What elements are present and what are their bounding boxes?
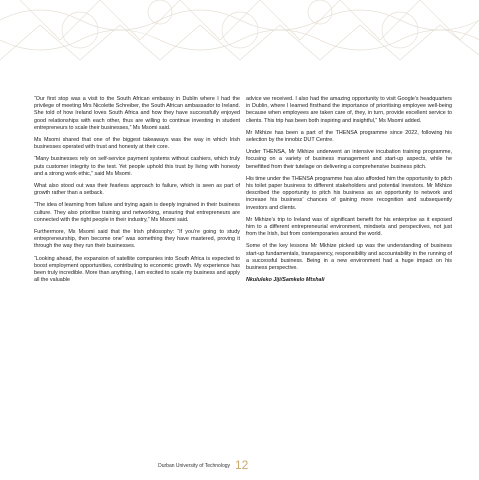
paragraph: Mr Mkhize has been a part of the THENSA programme since 2022, following his selection by the innobiz DUT Centre. — [246, 129, 452, 144]
paragraph: “Our first stop was a visit to the South African embassy in Dublin where I had the privilege of meeting Mrs Nicolette Schreiber, the South African ambassador to Ireland. She told of how Ireland loves South Africa and how they have successfully enjoyed good relationships with each other, thus are willing to continue investing in student entrepreneurs to scale their businesses,” Ms Msomi said. — [34, 96, 240, 131]
paragraph: Some of the key lessons Mr Mkhize picked up was the understanding of business start-up fundamentals, transparency, responsibility and accountability in the running of a successful business. Being in a new environment had a huge impact on his business perspective. — [246, 243, 452, 272]
article-column-left — [34, 96, 240, 289]
paragraph: Ms Msomi shared that one of the biggest takeaways was the way in which Irish businesses operated with trust and honesty at their core. — [34, 137, 240, 151]
paragraph: Mr Mkhize’s trip to Ireland was of significant benefit for his enterprise as it exposed him to a different entrepreneurial environment, mindsets and perspectives, not just from the Irish, but from contemporaries around the world. — [246, 216, 452, 238]
paragraph: “The idea of learning from failure and trying again is deeply ingrained in their business culture. They also prioritise training and networking, ensuring that entrepreneurs are connected with the right people in their industry,” Ms Msomi said. — [34, 202, 240, 223]
paragraph: What also stood out was their fearless approach to failure, which is seen as part of growth rather than a setback. — [34, 183, 240, 197]
page-footer — [0, 458, 479, 472]
decorative-pattern — [0, 0, 479, 70]
article-column-right — [246, 96, 452, 289]
paragraph: Furthermore, Ms Msomi said that the Irish philosophy: “If you’re going to study entrepreneurship, then become one” was something they have mastered, proving it through the way they run their businesses. — [34, 229, 240, 250]
paragraph: advice we received. I also had the amazing opportunity to visit Google’s headquarters in Dublin, where I learned firsthand the importance of prioritising employee well-being because when employees are taken care of, they, in turn, provide excellent service to clients. This trip has been both inspiring and insightful,” Ms Msomi added. — [246, 96, 452, 124]
paragraph: “Looking ahead, the expansion of satellite companies into South Africa is expected to boost employment opportunities, contributing to economic growth. My experience has been truly incredible. More than anything, I am excited to scale my business and apply all the valuable — [34, 255, 240, 284]
publisher-name: Durban University of Technology — [158, 463, 230, 469]
page-number: 12 — [235, 458, 249, 472]
paragraph: “Many businesses rely on self-service payment systems without cashiers, which truly puts customer integrity to the test. Yet people uphold this trust by living with honesty and a strong work ethic,” said Ms Msomi. — [34, 156, 240, 177]
paragraph: Under THENSA, Mr Mkhize underwent an intensive incubation training programme, focusing on a variety of business management and start-up aspects, while he benefitted from their tutelage on delivering a comprehensive business pitch. — [246, 149, 452, 170]
byline: Nkululeko Jiji/Samkelo Mtshali — [246, 277, 325, 284]
paragraph: His time under the THENSA programme has also afforded him the opportunity to pitch his toilet paper business to different stakeholders and potential investors. Mr Mkhize described the opportunity to pitch his business as an opportunity to network and increase his business’ chances of gaining more recognition and subsequently investors and clients. — [246, 175, 452, 211]
